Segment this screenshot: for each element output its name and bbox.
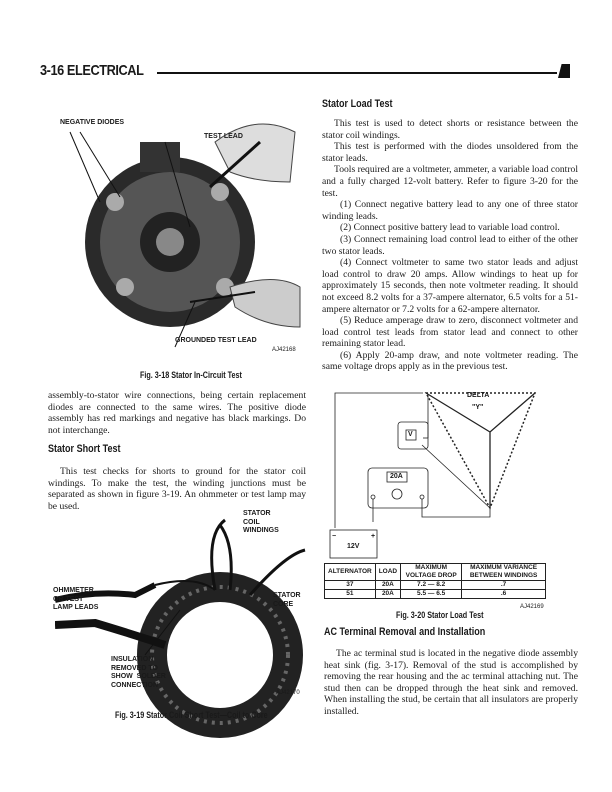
cell: .7 <box>462 581 546 590</box>
paragraph: assembly-to-stator wire connections, being certain replacement diodes are connected to the same wires. The positive diode assembly has red markings and negative has black markings. Do not interchange. <box>48 390 306 436</box>
paragraph: This test checks for shorts to ground for the stator coil windings. To make the test, the winding junctions must be separated as shown in figure 3-19. An ohmmeter or test lamp may be used. <box>48 466 306 512</box>
battery-positive-label: + <box>371 533 376 540</box>
right-text-block <box>322 118 578 373</box>
col-header: MAXIMUM VOLTAGE DROP <box>401 564 462 581</box>
voltmeter-label: V <box>408 431 413 438</box>
paragraph: This test is performed with the diodes unsoldered from the stator leads. <box>322 141 578 164</box>
col-header: ALTERNATOR <box>325 564 376 581</box>
step-item: (5) Reduce amperage draw to zero, disconnect voltmeter and load control test leads from stator lead and connect to other remaining stator lead. <box>322 315 578 350</box>
fig-3-20-diagram <box>320 380 580 560</box>
fig-3-20-code: AJ42169 <box>520 604 544 610</box>
label-ohmmeter-leads: OHMMETER OR TEST LAMP LEADS <box>53 587 99 611</box>
battery-negative-label: − <box>332 533 337 540</box>
step-item: (2) Connect positive battery lead to variable load control. <box>340 222 560 234</box>
page-header-title: 3-16 ELECTRICAL <box>40 62 144 79</box>
fig-3-18-code: AJ42168 <box>272 347 296 353</box>
label-insulation-removed: INSULATION REMOVED TO SHOW SOLDER CONNECTION <box>111 656 166 689</box>
left-text-block <box>48 390 306 436</box>
table-row <box>325 581 546 590</box>
step-item: (6) Apply 20-amp draw, and note voltmeter reading. The same voltage drops apply as in the previous test. <box>322 349 578 373</box>
label-grounded-test-lead: GROUNDED TEST LEAD <box>175 337 257 344</box>
heading-stator-short-test: Stator Short Test <box>48 443 121 455</box>
fig-3-19-caption: Fig. 3-19 Stator Coil Short Test—Coil to Core <box>115 710 268 720</box>
step-item: (1) Connect negative battery lead to any one of three stator winding leads. <box>322 199 578 222</box>
paragraph: This test is used to detect shorts or resistance between the stator coil windings. <box>322 118 578 141</box>
cell: 7.2 — 8.2 <box>401 581 462 590</box>
cell: 20A <box>375 581 400 590</box>
header-tab-mark <box>558 64 570 78</box>
fig-3-18-photo <box>55 112 305 352</box>
right-text-block-2 <box>324 648 578 718</box>
header-rule <box>157 72 557 74</box>
fig-3-19-code: AJ42170 <box>276 690 300 696</box>
label-negative-diodes: NEGATIVE DIODES <box>60 119 125 126</box>
cell: 20A <box>375 590 400 599</box>
col-header: MAXIMUM VARIANCE BETWEEN WINDINGS <box>462 564 546 581</box>
col-header: LOAD <box>375 564 400 581</box>
left-text-block-2 <box>48 466 306 512</box>
battery-label: 12V <box>347 543 360 550</box>
heading-stator-load-test: Stator Load Test <box>322 98 393 110</box>
label-delta: DELTA <box>467 392 490 399</box>
label-test-lead: TEST LEAD <box>204 133 243 140</box>
table-row <box>325 590 546 599</box>
ammeter-label: 20A <box>390 473 403 480</box>
cell: 5.5 — 6.5 <box>401 590 462 599</box>
fig-3-20-caption: Fig. 3-20 Stator Load Test <box>396 610 484 620</box>
heading-ac-terminal: AC Terminal Removal and Installation <box>324 626 486 638</box>
step-item: (3) Connect remaining load control lead to either of the other two stator leads. <box>322 233 578 257</box>
table-header-row <box>325 564 546 581</box>
step-item: (4) Connect voltmeter to same two stator leads and adjust load control to draw 20 amps. Allow windings to heat up for approximately 15 seconds, then note voltmeter reading. It should not exceed 8.2 volts for a 37-ampere alternator, 6.5 volts for a 51-ampere alternator or 7.2 volts for a 62-ampere alternator. <box>322 257 578 315</box>
label-stator-coil-windings: STATOR COIL WINDINGS <box>243 510 279 534</box>
paragraph: The ac terminal stud is located in the negative diode assembly heat sink (fig. 3-17). Removal of the stud is accomplished by removing the rear housing and the ac terminal attaching nut. The stud then can be dropped through the heat sink and removed. When installing the stud, be certain that all insulators are properly installed. <box>324 648 578 717</box>
cell: 51 <box>325 590 376 599</box>
label-y: "Y" <box>472 404 484 411</box>
cell: .6 <box>462 590 546 599</box>
cell: 37 <box>325 581 376 590</box>
paragraph: Tools required are a voltmeter, ammeter, a variable load control and a fully charged 12-volt battery. Refer to figure 3-20 for the test. <box>322 164 578 199</box>
label-stator-core: STATOR CORE <box>273 592 301 608</box>
fig-3-18-caption: Fig. 3-18 Stator In-Circuit Test <box>140 370 242 380</box>
stator-load-spec-table <box>324 563 546 599</box>
